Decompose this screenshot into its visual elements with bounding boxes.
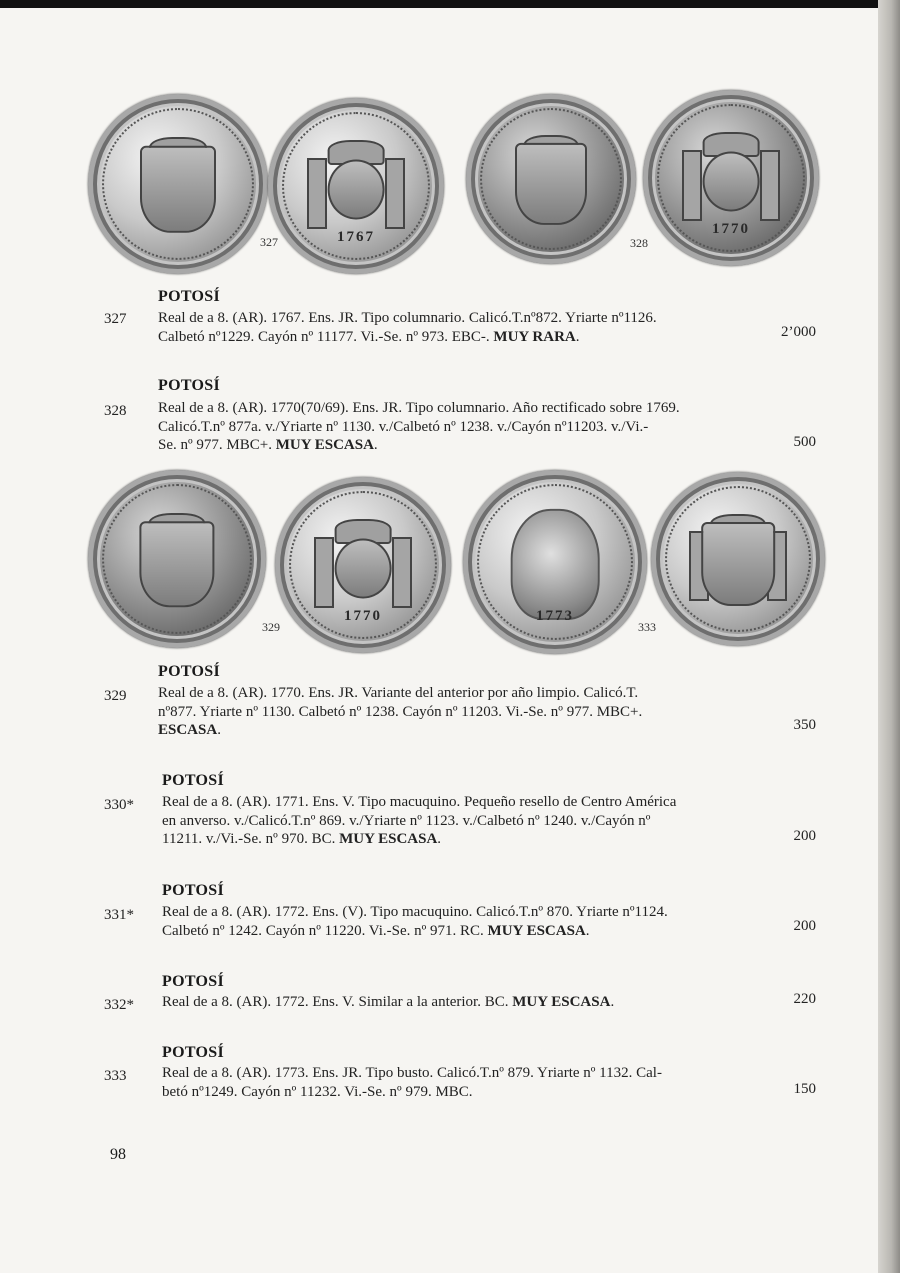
entry-description [162, 1064, 772, 1101]
entry-price: 200 [793, 828, 816, 844]
coin-329-obverse [88, 470, 266, 648]
rarity-label: MUY ESCASA [275, 437, 374, 453]
entry-line: Calicó.T.nº 877a. v./Yriarte nº 1130. v./Calbetó nº 1238. v./Cayón nº11203. v./Vi.- [158, 418, 649, 435]
coin-329-reverse [275, 477, 451, 653]
entry-description: Real de a 8. (AR). 1772. Ens. (V). Tipo macuquino. Calicó.T.nº 870. Yriarte nº1124. Calbetó nº 1242. Cayón nº 11220. Vi.-Se. nº 971. RC. MUY ESCASA. [162, 904, 668, 939]
entry-line: Real de a 8. (AR). 1772. Ens. V. Similar a la anterior. BC. [162, 994, 509, 1010]
entry-mint: POTOSÍ [162, 973, 224, 990]
entry-line: Real de a 8. (AR). 1772. Ens. (V). Tipo macuquino. Calicó.T.nº 870. Yriarte nº1124. [162, 904, 668, 920]
pillar-icon [314, 537, 334, 608]
shield-icon [139, 521, 214, 607]
shield-icon [140, 146, 216, 233]
entry-description: Real de a 8. (AR). 1772. Ens. V. Similar a la anterior. BC. MUY ESCASA. [162, 994, 615, 1010]
entry-number: 330* [104, 797, 134, 813]
entry-price: 2’000 [781, 324, 816, 340]
entry-number: 332* [104, 997, 134, 1013]
entry-number: 327 [104, 311, 127, 327]
entry-mint: POTOSÍ [158, 288, 220, 305]
scan-top-border [0, 0, 900, 8]
pillar-icon [307, 158, 327, 229]
coin-333-reverse [651, 472, 825, 646]
coin-333-obverse [463, 470, 647, 654]
entry-mint: POTOSÍ [162, 882, 224, 899]
entry-mint: POTOSÍ [158, 377, 220, 394]
coin-328-reverse [643, 90, 819, 266]
entry-description: Real de a 8. (AR). 1770(70/69). Ens. JR. Tipo columnario. Año rectificado sobre 1769. Calicó.T.nº 877a. v./Yriarte nº 1130. v./Calbetó nº 1238. v./Cayón nº11203. v./Vi.- Se. nº 977. MBC+. MUY ESCASA. [158, 400, 680, 453]
entry-price: 200 [793, 918, 816, 934]
coin-327-obverse [88, 94, 268, 274]
entry-line: Real de a 8. (AR). 1770(70/69). Ens. JR. Tipo columnario. Año rectificado sobre 1769. [158, 400, 680, 416]
shield-icon [701, 522, 775, 606]
entry-price: 150 [793, 1081, 816, 1097]
globes-icon [328, 159, 385, 219]
entry-line: en anverso. v./Calicó.T.nº 869. v./Yriarte nº 1123. v./Calbetó nº 1240. v./Cayón nº [162, 812, 651, 829]
entry-number: 328 [104, 403, 127, 419]
figure-label: 329 [262, 620, 280, 634]
entry-price: 350 [793, 717, 816, 733]
entry-mint: POTOSÍ [162, 772, 224, 789]
entry-price: 220 [793, 991, 816, 1007]
entry-description: Real de a 8. (AR). 1770. Ens. JR. Variante del anterior por año limpio. Calicó.T. nº877. Yriarte nº 1130. Calbetó nº 1238. Cayón nº 11203. Vi.-Se. nº 977. MBC+. ESCASA. [158, 685, 643, 738]
entry-line: Real de a 8. (AR). 1767. Ens. JR. Tipo columnario. Calicó.T.nº872. Yriarte nº1126. [158, 310, 657, 326]
pillar-icon [682, 150, 702, 221]
rarity-label: MUY ESCASA [512, 994, 611, 1010]
entry-line: Real de a 8. (AR). 1773. Ens. JR. Tipo busto. Calicó.T.nº 879. Yriarte nº 1132. Cal- [162, 1065, 662, 1081]
coin-date: 1770 [712, 220, 750, 237]
shield-icon [515, 143, 587, 225]
globes-icon [703, 151, 760, 211]
entry-line: nº877. Yriarte nº 1130. Calbetó nº 1238. Cayón nº 11203. Vi.-Se. nº 977. MBC+. [158, 703, 643, 720]
entry-description: Real de a 8. (AR). 1771. Ens. V. Tipo macuquino. Pequeño resello de Centro América en anverso. v./Calicó.T.nº 869. v./Yriarte nº 1123. v./Calbetó nº 1240. v./Cayón nº 11211. v./Vi.-Se. nº 970. BC. MUY ESCASA. [162, 794, 677, 847]
bust-icon [511, 509, 600, 620]
figure-label: 328 [630, 236, 648, 250]
page-number: 98 [110, 1146, 126, 1163]
entry-number: 329 [104, 688, 127, 704]
entry-line: Real de a 8. (AR). 1770. Ens. JR. Variante del anterior por año limpio. Calicó.T. [158, 685, 639, 701]
entry-number: 333 [104, 1068, 127, 1084]
entry-line: Real de a 8. (AR). 1771. Ens. V. Tipo macuquino. Pequeño resello de Centro América [162, 794, 677, 810]
rarity-label: MUY ESCASA [487, 922, 586, 939]
figure-label: 327 [260, 235, 278, 249]
rarity-label: MUY ESCASA [339, 831, 438, 847]
entry-description: Real de a 8. (AR). 1767. Ens. JR. Tipo columnario. Calicó.T.nº872. Yriarte nº1126. Calbetó nº1229. Cayón nº 11177. Vi.-Se. nº 973. EBC-. MUY RARA. [158, 310, 657, 345]
coin-date: 1770 [344, 607, 382, 624]
pillar-icon [385, 158, 405, 229]
entry-line: Se. nº 977. MBC+. [158, 437, 272, 453]
entry-line: 11211. v./Vi.-Se. nº 970. BC. [162, 831, 336, 847]
coin-date: 1773 [536, 607, 574, 624]
coin-date: 1767 [337, 228, 375, 245]
pillar-icon [760, 150, 780, 221]
pillar-icon [392, 537, 412, 608]
coin-327-reverse [268, 98, 444, 274]
entry-number: 331* [104, 907, 134, 923]
entry-line: Calbetó nº1229. Cayón nº 11177. Vi.-Se. nº 973. EBC-. [158, 328, 490, 345]
entry-mint: POTOSÍ [162, 1044, 224, 1061]
globes-icon [335, 538, 392, 598]
rarity-label: MUY RARA [493, 328, 576, 345]
entry-mint: POTOSÍ [158, 663, 220, 680]
page-edge-shadow [878, 0, 900, 1273]
rarity-label: ESCASA [158, 722, 218, 738]
entry-line: betó nº1249. Cayón nº 11232. Vi.-Se. nº 979. MBC. [162, 1083, 473, 1100]
entry-line: Calbetó nº 1242. Cayón nº 11220. Vi.-Se. nº 971. RC. [162, 922, 484, 939]
coin-328-obverse [466, 94, 636, 264]
figure-label: 333 [638, 620, 656, 634]
entry-price: 500 [793, 434, 816, 450]
